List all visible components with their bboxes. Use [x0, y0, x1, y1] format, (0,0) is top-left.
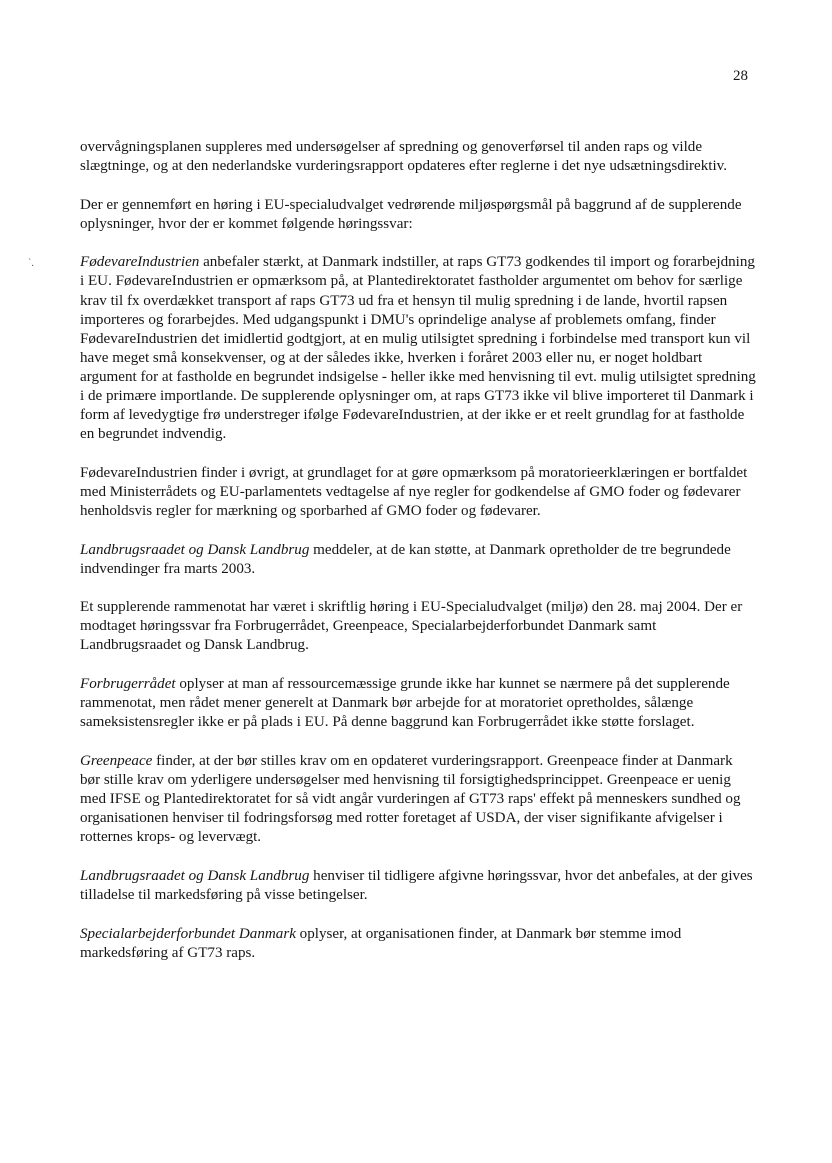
page-number: 28 — [733, 68, 748, 84]
paragraph-text: anbefaler stærkt, at Danmark indstiller, at raps GT73 godkendes til import og forarbejdning i EU. FødevareIndustrien er opmærksom på, at Plantedirektoratet fastholder argumentet om behov for særlige krav til fx overdækket transport af raps GT73 ud fra et hensyn til mulig spredning i de lande, hvortil rapsen importeres og forarbejdes. Med udgangspunkt i DMU's oprindelige analyse af problemets omfang, finder FødevareIndustrien det imidlertid godtgjort, at en mulig utilsigtet spredning i forbindelse med transport kun vil have meget små konsekvenser, og at der således ikke, hverken i foråret 2003 eller nu, er noget holdbart argument for at fastholde en begrundet indsigelse - heller ikke med henvisning til evt. mulig utilsigtet spredning i de primære importlande. De supplerende oplysninger om, at raps GT73 ikke vil blive importeret til Danmark i form af levedygtige frø understreger ifølge FødevareIndustrien, at der ikke er et reelt grundlag for at fastholde en begrundet indvendig. — [80, 254, 756, 443]
paragraph-text: Et supplerende rammenotat har været i skriftlig høring i EU-Specialudvalget (miljø) den 28. maj 2004. Der er modtaget høringssvar fra Forbrugerrådet, Greenpeace, Specialarbejderforbundet Danmark samt Landbrugsraadet og Dansk Landbrug. — [80, 599, 743, 654]
paragraph-lead: Forbrugerrådet — [80, 676, 176, 693]
paragraph-text: oplyser at man af ressourcemæssige grunde ikke har kunnet se nærmere på det supplerende rammenotat, men rådet mener generelt at Danmark bør arbejde for at moratoriet opretholdes, sålænge sameksistensregler ikke er på plads i EU. På denne baggrund kan Forbrugerrådet ikke støtte forslaget. — [80, 676, 730, 731]
paragraph-lead: Specialarbejderforbundet Danmark — [80, 925, 296, 942]
paragraph-3 — [80, 253, 756, 444]
paragraph-text: henviser til tidligere afgivne høringssvar, hvor det anbefales, at der gives tilladelse til markedsføring på visse betingelser. — [80, 867, 753, 903]
paragraph-lead: Greenpeace — [80, 752, 153, 769]
paragraph-7 — [80, 675, 756, 732]
paragraph-lead: Landbrugsraadet og Dansk Landbrug — [80, 541, 310, 558]
paragraph-text: meddeler, at de kan støtte, at Danmark opretholder de tre begrundede indvendinger fra marts 2003. — [80, 541, 731, 577]
paragraph-text: oplyser, at organisationen finder, at Danmark bør stemme imod markedsføring af GT73 raps. — [80, 925, 682, 961]
paragraph-8 — [80, 752, 756, 847]
paragraph-text: finder, at der bør stilles krav om en opdateret vurderingsrapport. Greenpeace finder at Danmark bør stille krav om yderligere undersøgelser med henvisning til forsigtighedsprincippet. Greenpeace er uenig med IFSE og Plantedirektoratet for så vidt angår vurderingen af GT73 raps' effekt på menneskers sundhed og organisationen henviser til fodringsforsøg med rotter foretaget af USDA, der viser signifikante afvigelser i rotternes krops- og levervægt. — [80, 752, 741, 846]
paragraph-4 — [80, 464, 756, 521]
stray-scan-mark: `. — [28, 258, 34, 269]
paragraph-text: overvågningsplanen suppleres med undersøgelser af spredning og genoverførsel til anden raps og vilde slægtninge, og at den nederlandske vurderingsrapport opdateres efter reglerne i det nye udsætningsdirektiv. — [80, 139, 728, 175]
paragraph-text: Der er gennemført en høring i EU-specialudvalget vedrørende miljøspørgsmål på baggrund af de supplerende oplysninger, hvor der er kommet følgende høringssvar: — [80, 196, 742, 232]
paragraph-2 — [80, 196, 756, 234]
paragraph-6 — [80, 598, 756, 655]
paragraph-10 — [80, 925, 756, 963]
paragraph-1 — [80, 138, 756, 176]
paragraph-9 — [80, 867, 756, 905]
paragraph-lead: Landbrugsraadet og Dansk Landbrug — [80, 867, 310, 884]
paragraph-text: FødevareIndustrien finder i øvrigt, at grundlaget for at gøre opmærksom på moratorieerklæringen er bortfaldet med Ministerrådets og EU-parlamentets vedtagelse af nye regler for godkendelse af GMO foder og fødevarer henholdsvis regler for mærkning og sporbarhed af GMO foder og fødevarer. — [80, 464, 748, 519]
document-body — [80, 138, 756, 982]
paragraph-lead: FødevareIndustrien — [80, 254, 200, 271]
paragraph-5 — [80, 541, 756, 579]
